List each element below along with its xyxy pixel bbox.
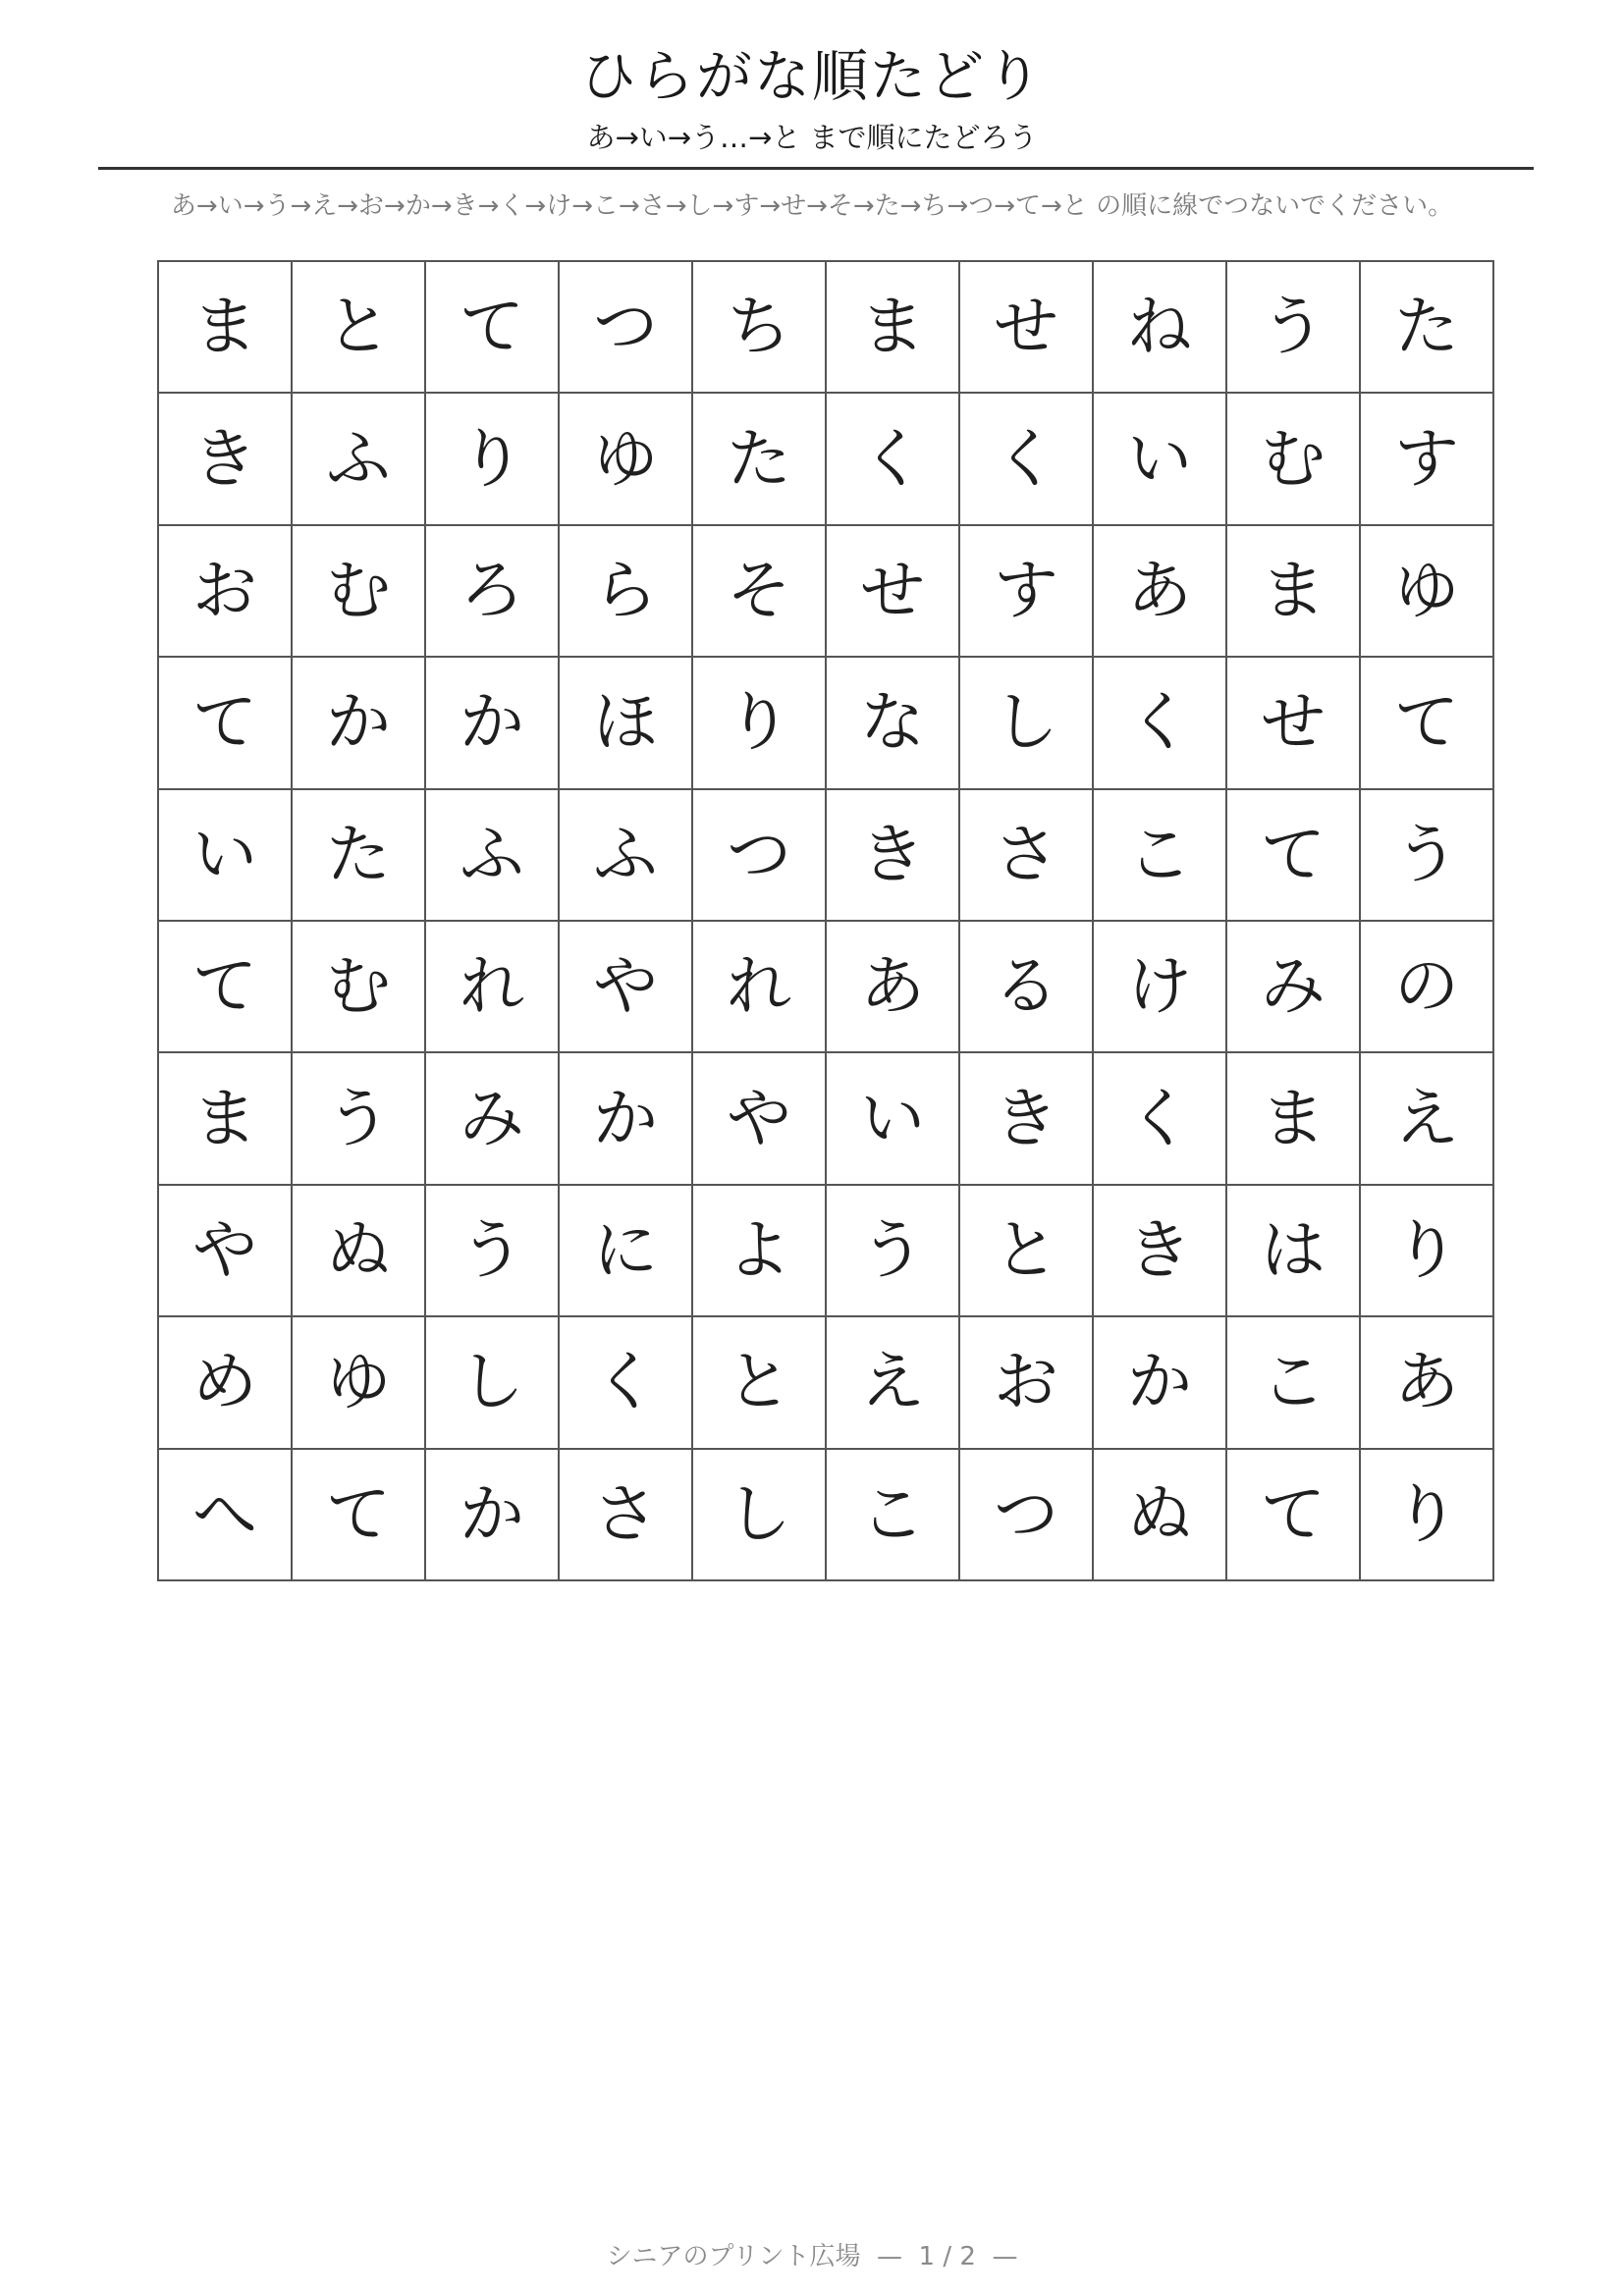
- page-subtitle: あ→い→う…→と まで順にたどろう: [586, 121, 1038, 154]
- grid-cell[interactable]: い: [158, 789, 292, 921]
- grid-row: [158, 1185, 1493, 1316]
- grid-cell[interactable]: う: [425, 1185, 559, 1316]
- grid-cell[interactable]: ぬ: [1093, 1449, 1226, 1580]
- grid-cell[interactable]: と: [959, 1185, 1093, 1316]
- grid-row: [158, 393, 1493, 524]
- grid-cell[interactable]: た: [292, 789, 425, 921]
- grid-row: [158, 261, 1493, 393]
- grid-cell[interactable]: ま: [1226, 525, 1360, 657]
- grid-cell[interactable]: ら: [559, 525, 692, 657]
- grid-cell[interactable]: ろ: [425, 525, 559, 657]
- grid-cell[interactable]: さ: [959, 789, 1093, 921]
- grid-cell[interactable]: せ: [959, 261, 1093, 393]
- grid-cell[interactable]: こ: [826, 1449, 959, 1580]
- grid-cell[interactable]: く: [826, 393, 959, 524]
- grid-cell[interactable]: て: [292, 1449, 425, 1580]
- grid-cell[interactable]: か: [559, 1052, 692, 1184]
- grid-body: [158, 261, 1493, 1580]
- grid-row: [158, 921, 1493, 1052]
- grid-row: [158, 525, 1493, 657]
- grid-cell[interactable]: あ: [1360, 1316, 1493, 1448]
- grid-cell[interactable]: い: [1093, 393, 1226, 524]
- grid-cell[interactable]: は: [1226, 1185, 1360, 1316]
- grid-cell[interactable]: い: [826, 1052, 959, 1184]
- grid-cell[interactable]: あ: [1093, 525, 1226, 657]
- instruction-text: あ→い→う→え→お→か→き→く→け→こ→さ→し→す→せ→そ→た→ち→つ→て→と の順に線でつないでください。: [170, 191, 1454, 221]
- grid-cell[interactable]: き: [959, 1052, 1093, 1184]
- grid-cell[interactable]: そ: [692, 525, 826, 657]
- grid-cell[interactable]: り: [425, 393, 559, 524]
- grid-cell[interactable]: に: [559, 1185, 692, 1316]
- grid-cell[interactable]: ふ: [425, 789, 559, 921]
- grid-cell[interactable]: ふ: [292, 393, 425, 524]
- grid-cell[interactable]: う: [292, 1052, 425, 1184]
- grid-cell[interactable]: や: [692, 1052, 826, 1184]
- grid-cell[interactable]: く: [959, 393, 1093, 524]
- grid-cell[interactable]: む: [1226, 393, 1360, 524]
- grid-cell[interactable]: ね: [1093, 261, 1226, 393]
- title-divider: [98, 167, 1534, 170]
- grid-cell[interactable]: か: [292, 657, 425, 788]
- grid-row: [158, 789, 1493, 921]
- grid-cell[interactable]: え: [826, 1316, 959, 1448]
- grid-cell[interactable]: せ: [826, 525, 959, 657]
- grid-cell[interactable]: ゆ: [1360, 525, 1493, 657]
- hiragana-grid: [157, 260, 1494, 1581]
- grid-cell[interactable]: て: [158, 921, 292, 1052]
- grid-cell[interactable]: つ: [959, 1449, 1093, 1580]
- grid-cell[interactable]: た: [1360, 261, 1493, 393]
- grid-cell[interactable]: る: [959, 921, 1093, 1052]
- grid-cell[interactable]: と: [692, 1316, 826, 1448]
- grid-cell[interactable]: ま: [158, 1052, 292, 1184]
- grid-cell[interactable]: お: [158, 525, 292, 657]
- grid-cell[interactable]: さ: [559, 1449, 692, 1580]
- grid-cell[interactable]: せ: [1226, 657, 1360, 788]
- grid-cell[interactable]: う: [826, 1185, 959, 1316]
- grid-cell[interactable]: れ: [692, 921, 826, 1052]
- grid-cell[interactable]: あ: [826, 921, 959, 1052]
- grid-cell[interactable]: ゆ: [559, 393, 692, 524]
- grid-cell[interactable]: む: [292, 525, 425, 657]
- grid-cell[interactable]: か: [425, 1449, 559, 1580]
- grid-cell[interactable]: み: [1226, 921, 1360, 1052]
- grid-cell[interactable]: て: [158, 657, 292, 788]
- grid-cell[interactable]: く: [559, 1316, 692, 1448]
- grid-cell[interactable]: つ: [692, 789, 826, 921]
- grid-cell[interactable]: め: [158, 1316, 292, 1448]
- grid-row: [158, 1052, 1493, 1184]
- grid-cell[interactable]: し: [425, 1316, 559, 1448]
- grid-cell[interactable]: ぬ: [292, 1185, 425, 1316]
- grid-cell[interactable]: て: [425, 261, 559, 393]
- grid-cell[interactable]: つ: [559, 261, 692, 393]
- grid-cell[interactable]: ゆ: [292, 1316, 425, 1448]
- grid-cell[interactable]: た: [692, 393, 826, 524]
- grid-cell[interactable]: て: [1226, 789, 1360, 921]
- grid-cell[interactable]: の: [1360, 921, 1493, 1052]
- grid-cell[interactable]: き: [1093, 1185, 1226, 1316]
- grid-cell[interactable]: お: [959, 1316, 1093, 1448]
- grid-cell[interactable]: ま: [158, 261, 292, 393]
- grid-cell[interactable]: な: [826, 657, 959, 788]
- grid-cell[interactable]: り: [692, 657, 826, 788]
- grid-cell[interactable]: し: [692, 1449, 826, 1580]
- grid-cell[interactable]: き: [158, 393, 292, 524]
- grid-cell[interactable]: り: [1360, 1185, 1493, 1316]
- grid-cell[interactable]: ま: [826, 261, 959, 393]
- grid-cell[interactable]: す: [1360, 393, 1493, 524]
- grid-cell[interactable]: や: [158, 1185, 292, 1316]
- grid-cell[interactable]: か: [425, 657, 559, 788]
- grid-row: [158, 1449, 1493, 1580]
- grid-cell[interactable]: て: [1226, 1449, 1360, 1580]
- grid-cell[interactable]: え: [1360, 1052, 1493, 1184]
- grid-row: [158, 657, 1493, 788]
- grid-cell[interactable]: き: [826, 789, 959, 921]
- grid-cell[interactable]: れ: [425, 921, 559, 1052]
- grid-cell[interactable]: へ: [158, 1449, 292, 1580]
- grid-cell[interactable]: か: [1093, 1316, 1226, 1448]
- grid-cell[interactable]: と: [292, 261, 425, 393]
- grid-cell[interactable]: け: [1093, 921, 1226, 1052]
- page-title: ひらがな順たどり: [580, 44, 1044, 109]
- grid-cell[interactable]: す: [959, 525, 1093, 657]
- grid-cell[interactable]: く: [1093, 1052, 1226, 1184]
- grid-cell[interactable]: こ: [1093, 789, 1226, 921]
- grid-cell[interactable]: て: [1360, 657, 1493, 788]
- grid-cell[interactable]: ち: [692, 261, 826, 393]
- grid-cell[interactable]: く: [1093, 657, 1226, 788]
- grid-cell[interactable]: よ: [692, 1185, 826, 1316]
- grid-cell[interactable]: こ: [1226, 1316, 1360, 1448]
- grid-cell[interactable]: う: [1226, 261, 1360, 393]
- grid-cell[interactable]: む: [292, 921, 425, 1052]
- grid-cell[interactable]: ほ: [559, 657, 692, 788]
- grid-cell[interactable]: ま: [1226, 1052, 1360, 1184]
- grid-cell[interactable]: り: [1360, 1449, 1493, 1580]
- grid-cell[interactable]: ふ: [559, 789, 692, 921]
- grid-cell[interactable]: み: [425, 1052, 559, 1184]
- grid-cell[interactable]: や: [559, 921, 692, 1052]
- page-footer: シニアのプリント広場 — 1 / 2 —: [606, 2242, 1018, 2271]
- grid-cell[interactable]: う: [1360, 789, 1493, 921]
- grid-cell[interactable]: し: [959, 657, 1093, 788]
- grid-row: [158, 1316, 1493, 1448]
